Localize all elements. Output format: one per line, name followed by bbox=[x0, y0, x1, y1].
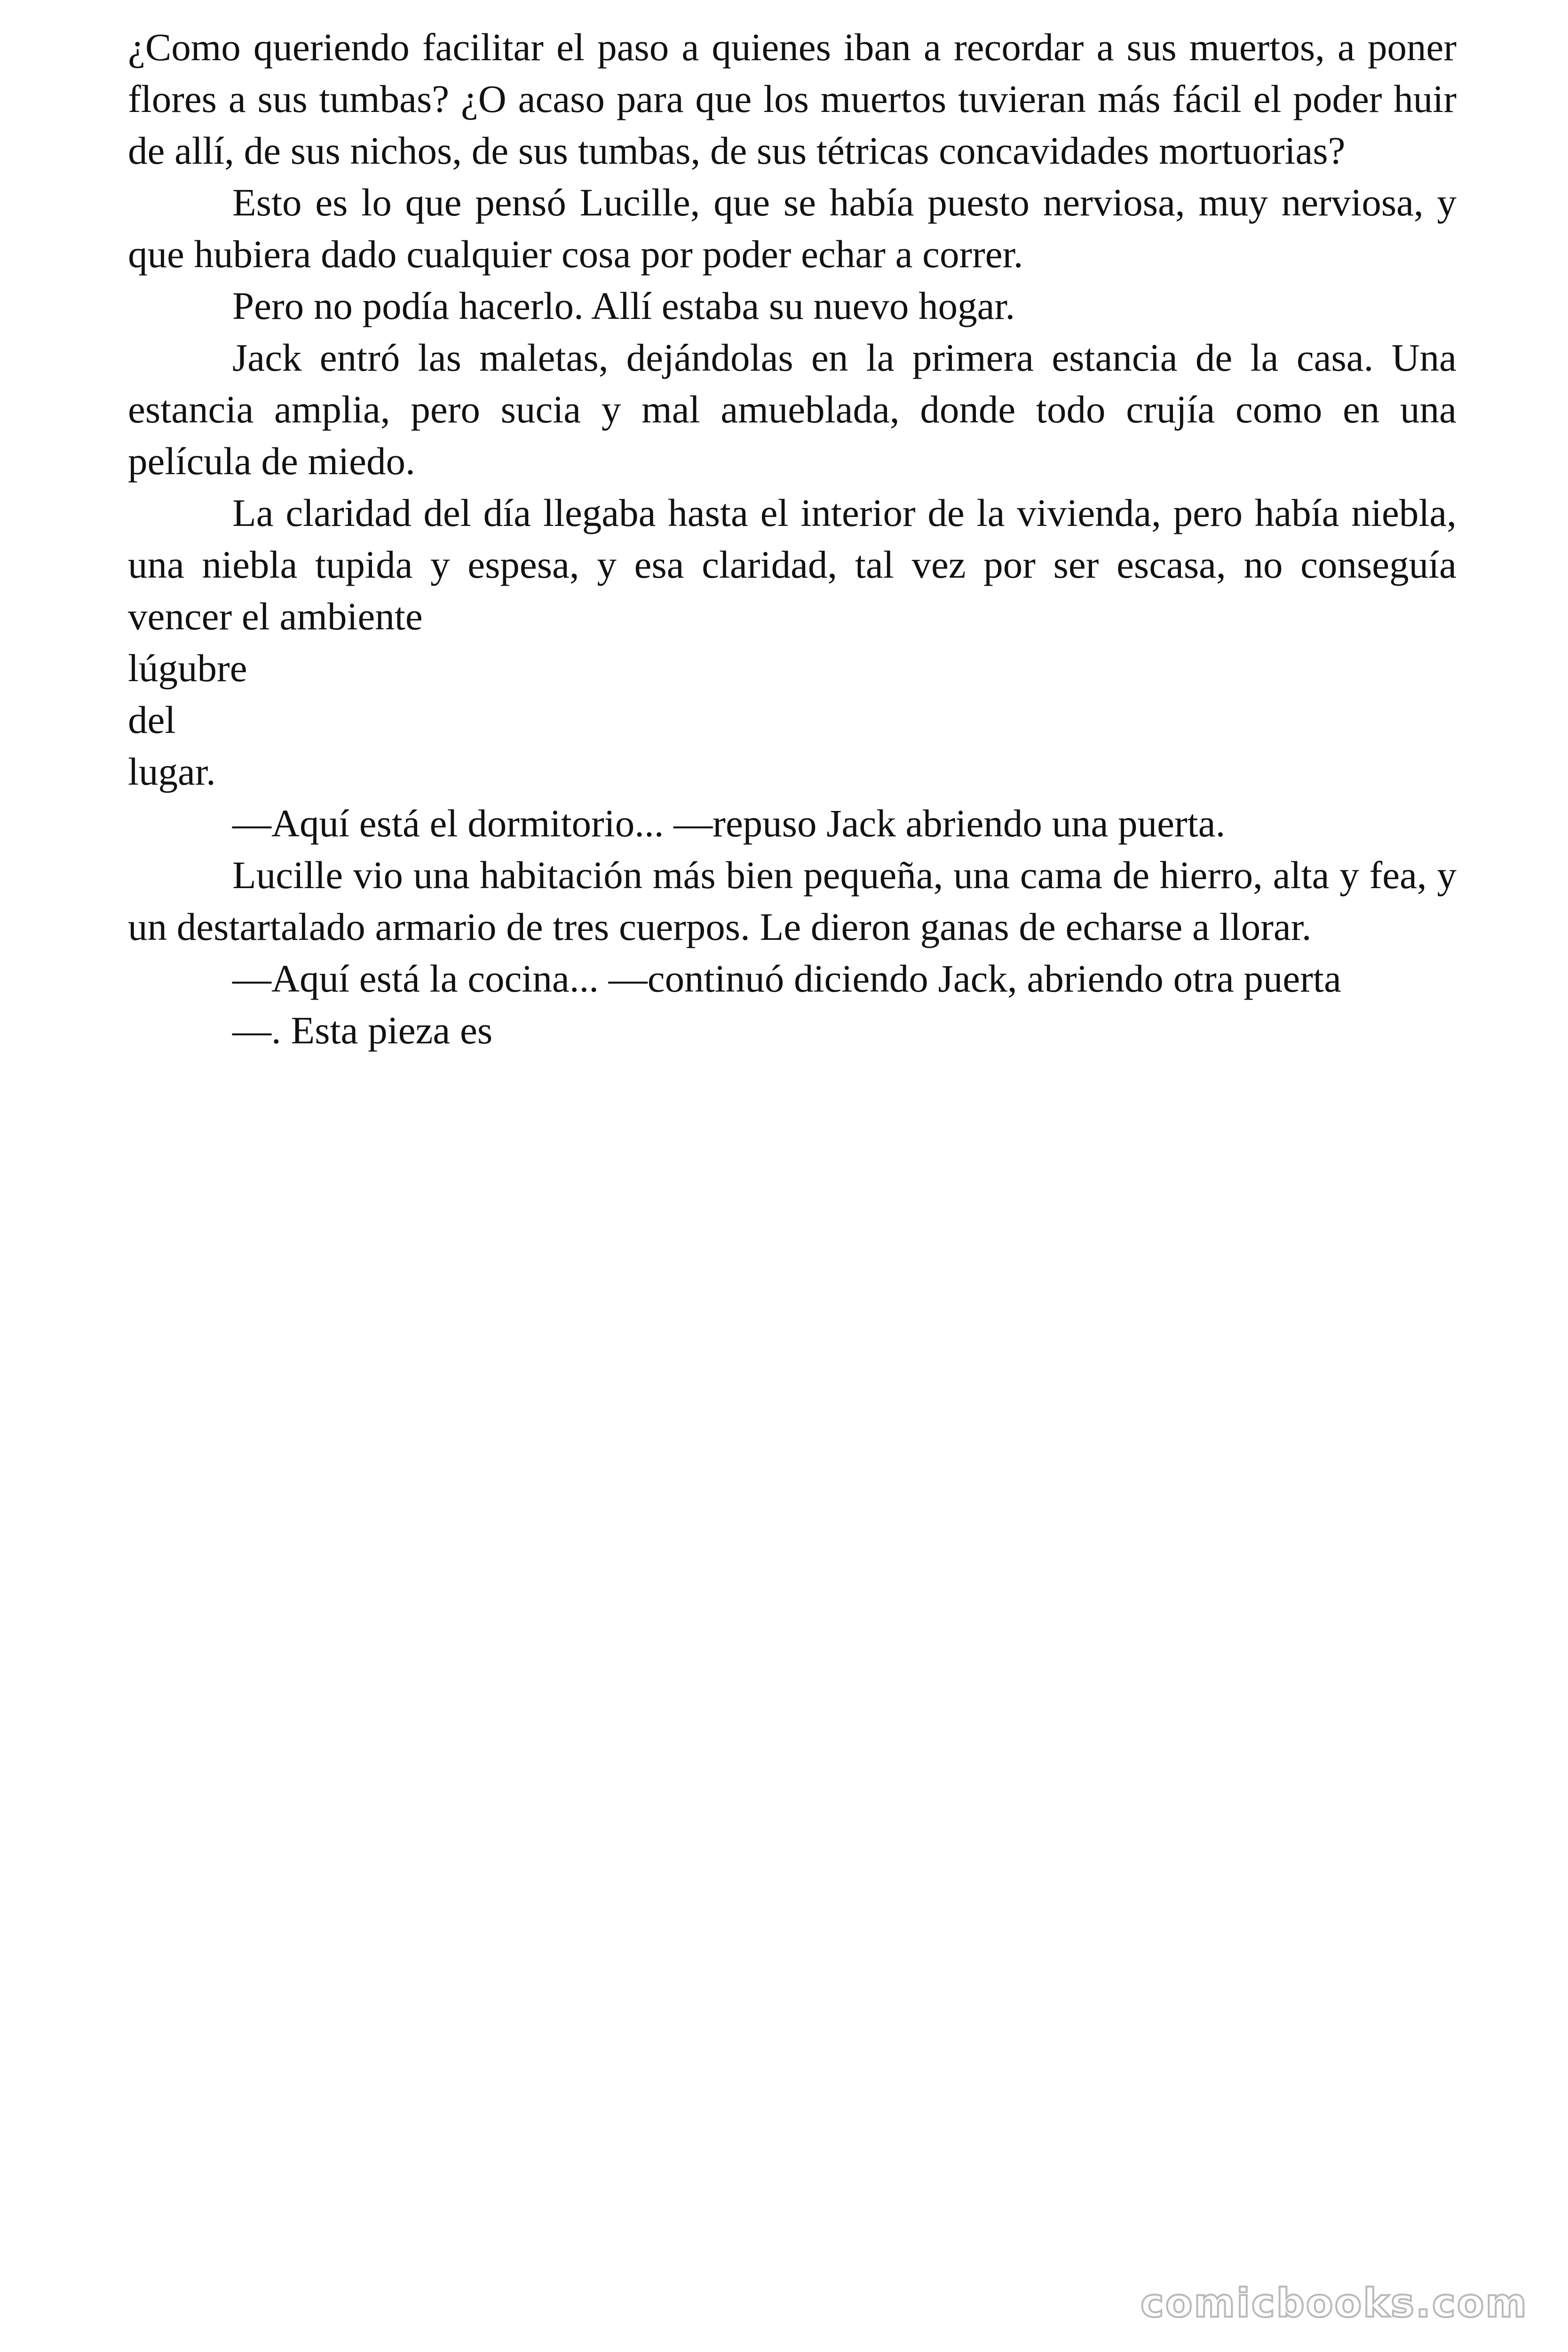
text-line: lúgubre bbox=[128, 646, 247, 690]
paragraph: Esto es lo que pensó Lucille, que se había puesto nerviosa, muy nerviosa, y que hubiera dado cualquier cosa por poder echar a correr. bbox=[128, 181, 1457, 276]
text-line: del bbox=[128, 698, 176, 741]
paragraph-continuation: —. Esta pieza es bbox=[232, 1009, 493, 1052]
body-text bbox=[128, 21, 1457, 1056]
paragraph: —Aquí está el dormitorio... —repuso Jack abriendo una puerta. bbox=[232, 802, 1226, 845]
paragraph-fragment bbox=[128, 642, 1457, 797]
watermark-logo: comicbooks.com bbox=[1140, 2280, 1528, 2326]
paragraph: La claridad del día llegaba hasta el interior de la vivienda, pero había niebla, una niebla tupida y espesa, y esa claridad, tal vez por ser escasa, no conseguía vencer el ambiente bbox=[128, 491, 1457, 638]
paragraph: Jack entró las maletas, dejándolas en la primera estancia de la casa. Una estancia amplia, pero sucia y mal amueblada, donde todo crujía como en una película de miedo. bbox=[128, 336, 1457, 483]
paragraph: ¿Como queriendo facilitar el paso a quienes iban a recordar a sus muertos, a poner flores a sus tumbas? ¿O acaso para que los muertos tuvieran más fácil el poder huir de allí, de sus nichos, de sus tumbas, de sus tétricas concavidades mortuorias? bbox=[128, 25, 1457, 172]
text-line: lugar. bbox=[128, 750, 216, 793]
paragraph: —Aquí está la cocina... —continuó diciendo Jack, abriendo otra puerta bbox=[232, 957, 1341, 1000]
paragraph: Lucille vio una habitación más bien pequeña, una cama de hierro, alta y fea, y un destartalado armario de tres cuerpos. Le dieron ganas de echarse a llorar. bbox=[128, 853, 1457, 948]
paragraph: Pero no podía hacerlo. Allí estaba su nuevo hogar. bbox=[232, 284, 1015, 327]
